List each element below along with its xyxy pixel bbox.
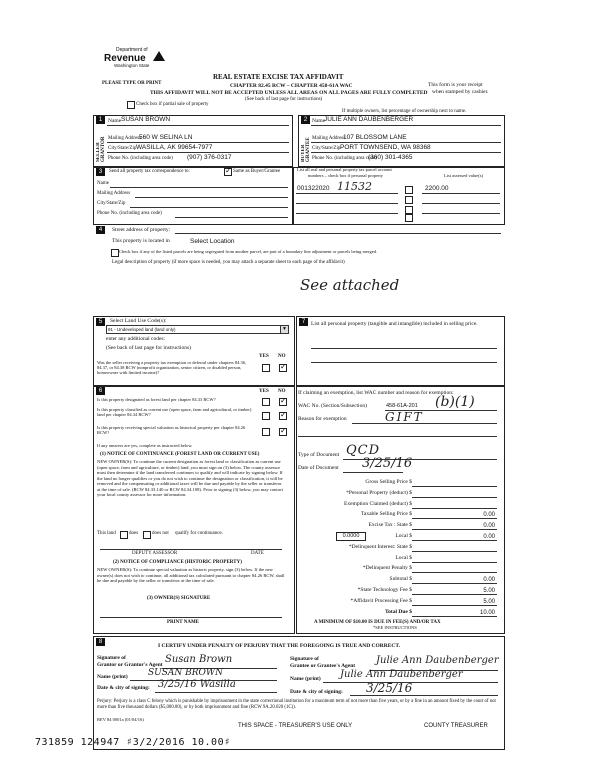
tax-row-label: Local $	[395, 554, 412, 561]
street-label: Street address of property:	[112, 227, 171, 233]
forest-q1-no[interactable]	[279, 398, 287, 406]
tax-row-value: 0.00	[483, 523, 495, 530]
land-does-checkbox[interactable]	[120, 531, 128, 539]
grantor-date-label: Date & city of signing:	[97, 685, 150, 691]
form-chapter: CHAPTER 82.45 RCW – CHAPTER 458-61A WAC	[230, 83, 353, 89]
certify-statement: I CERTIFY UNDER PENALTY OF PERJURY THAT THE FOREGOING IS TRUE AND CORRECT.	[158, 643, 401, 649]
see-attached: See attached	[300, 276, 400, 294]
partial-sale-checkbox[interactable]	[127, 101, 135, 109]
seller-city-label: City/State/Zip	[108, 146, 137, 151]
seller-mailing-label: Mailing Address	[108, 136, 142, 141]
personal-property-label: List all personal property (tangible and intangible) included in selling price.	[311, 321, 478, 327]
forest-q1: Is this property designated as forest land per chapter 84.33 RCW?	[97, 397, 216, 402]
form-title: REAL ESTATE EXCISE TAX AFFIDAVIT	[213, 73, 344, 81]
buyer-city-label: City/State/Zip	[312, 146, 341, 151]
tax-row-value: 5.00	[483, 598, 495, 605]
land-use-no: NO	[278, 354, 286, 359]
tax-row-label: *Delinquent Interest: State $	[348, 543, 412, 550]
deputy-date: DATE	[251, 551, 264, 556]
tax-row-value: 10.00	[479, 609, 495, 616]
doc-date-label: Date of Document	[298, 465, 339, 471]
owner-signature-label: (3) OWNER(S) SIGNATURE	[147, 596, 211, 601]
reason-value: GIFT	[385, 410, 424, 424]
buyer-name: JULIE ANN DAUBENBERGER	[324, 116, 414, 123]
land-use-q1-no[interactable]	[279, 364, 287, 372]
grantor-name: SUSAN BROWN	[148, 668, 224, 678]
tax-row-label: *Affidavit Processing Fee $	[350, 597, 412, 604]
buyer-mailing: 107 BLOSSOM LANE	[343, 134, 407, 141]
forest-q1-yes[interactable]	[262, 398, 270, 406]
section-1-badge: 1	[96, 116, 105, 124]
print-note: PLEASE TYPE OR PRINT	[102, 81, 162, 86]
section-3-badge: 3	[96, 168, 105, 176]
tax-row-label: Taxable Selling Price $	[360, 511, 412, 518]
grantor-sig-label-1: Signature of	[97, 655, 126, 661]
additional-codes-label: enter any additional codes:	[106, 336, 166, 342]
forest-q2: Is this property classified as current use (open space, farm and agricultural, or timber) land per chapter 84.34 RCW?	[97, 407, 252, 417]
seller-side-label: SELLER GRANTOR	[96, 136, 106, 162]
parcel-checkbox-3[interactable]	[405, 206, 413, 214]
section-2-badge: 2	[301, 116, 310, 124]
tax-row-label: *Delinquent Penalty $	[362, 565, 412, 572]
seller-name-label: Name	[108, 118, 122, 124]
section-6-badge: 6	[96, 387, 105, 395]
parcel-checkbox-4[interactable]	[405, 214, 413, 222]
notice2-text: NEW OWNER(S): To continue special valuation as historic property, sign (3) below. If the new owner(s) does not wish to continue, all additional tax calculated pursuant to chapter 84.26 RCW, shall be due and payable by the seller or transferor at the time of sale.	[97, 567, 285, 583]
grantor-signature: Susan Brown	[165, 654, 233, 665]
local-rate: 0.0000	[342, 533, 360, 539]
wac-value: 458-61A-201	[386, 403, 418, 409]
receipt-note-2: when stamped by cashier.	[432, 89, 489, 95]
logo-line1: Department of	[116, 47, 148, 53]
seller-mailing: 560 W SELINA LN	[139, 134, 193, 141]
land-does-text: does	[129, 531, 139, 536]
tax-row-label: Subtotal $	[389, 576, 412, 583]
correspondence-label: Send all property tax correspondence to:	[109, 169, 190, 174]
seller-phone: (907) 376-0317	[187, 154, 232, 161]
parcel-handwritten: 11532	[337, 180, 372, 193]
land-use-q1: Was the seller receiving a property tax exemption or deferral under chapters 84.36, 84.37, or 84.38 RCW (nonprofit organization, senior citizen, or disabled person, homeowner with limited income)?	[97, 360, 247, 375]
legal-label: Legal description of property (if more space is needed, you may attach a separate sheet to each page of the affidavit)	[112, 260, 345, 265]
local-rate-box	[336, 532, 366, 541]
grantee-date: 3/25/16	[366, 681, 413, 695]
corr-city-label: City/State/Zip	[97, 201, 126, 206]
land-use-label: Select Land Use Code(s):	[110, 318, 167, 324]
partial-sale-label: Check box if partial sale of property	[136, 102, 209, 107]
grantee-signature: Julie Ann Daubenberger	[376, 655, 499, 666]
logo-line3: Washington State	[114, 63, 150, 68]
wac-handwritten: (b)(1)	[435, 394, 475, 410]
multiple-owners-note: If multiple owners, list percentage of ownership next to name.	[342, 109, 467, 114]
same-as-buyer-label: Same as Buyer/Grantee	[233, 169, 281, 174]
seller-phone-label: Phone No. (including area code)	[108, 156, 173, 161]
grantor-date: 3/25/16 Wasilla	[158, 679, 236, 690]
tax-row-value: 0.00	[483, 577, 495, 584]
section-5-badge: 5	[96, 318, 105, 326]
located-label: This property is located in	[112, 238, 170, 244]
tax-row-label: Excise Tax : State $	[368, 522, 412, 529]
notice1-title: (1) NOTICE OF CONTINUANCE (FOREST LAND OR CURRENT USE)	[100, 452, 260, 457]
wac-label: WAC No. (Section/Subsection)	[298, 403, 367, 409]
county-treasurer: COUNTY TREASURER	[424, 723, 488, 729]
same-as-buyer-checkbox[interactable]	[224, 168, 232, 176]
buyer-phone: (360) 301-4365	[368, 154, 413, 161]
land-does-label: This land	[97, 531, 116, 536]
notice2-title: (2) NOTICE OF COMPLIANCE (HISTORIC PROPERTY)	[113, 560, 242, 565]
exemption-claim: If claiming an exemption, list WAC number and reason for exemption:	[298, 390, 454, 396]
buyer-side-label: BUYER GRANTEE	[301, 137, 311, 162]
land-use-selected: 91 - Undeveloped land (land only)	[108, 327, 176, 332]
doc-type-label: Type of Document	[298, 452, 340, 458]
treasurer-space: THIS SPACE - TREASURER'S USE ONLY	[238, 723, 353, 729]
deputy-assessor: DEPUTY ASSESSOR	[132, 551, 178, 556]
notice1-text: NEW OWNER(S): To continue the current designation as forest land or classification as current use (open space, farm and agriculture, or timber) land, you must sign on (3) below. The county assessor must then determine if the land transferred continues to qualify and will indicate by signing below. If the land no longer qualifies or you do not wish to continue the designation or classification, it will be removed and the compensating or additional taxes will be due and payable by the seller or transferor at the time of sale. (RCW 84.33.140 or RCW 84.34.108). Prior to signing (3) below, you may contact your local county assessor for more information.	[97, 459, 284, 497]
grantor-sig-label-2: Grantor or Grantor's Agent	[97, 662, 163, 668]
reason-label: Reason for exemption	[298, 416, 347, 422]
tax-row-label: *State Technology Fee $	[357, 587, 412, 593]
corr-mailing-label: Mailing Address	[97, 191, 131, 196]
seller-city: WASILLA, AK 99654-7977	[136, 144, 213, 151]
land-use-q1-yes[interactable]	[262, 364, 270, 372]
minimum-due: A MINIMUM OF $10.00 IS DUE IN FEE(S) AND/OR TAX	[314, 620, 441, 625]
doc-type-value: QCD	[346, 443, 381, 458]
tax-row-label: Exemption Claimed (deduct) $	[344, 500, 412, 507]
qualify-text: qualify for continuance.	[175, 531, 223, 536]
perjury-text: Perjury: Perjury is a class C felony which is punishable by imprisonment in the state correctional institution for a maximum term of not more than five years, or by a fine in an amount fixed by the court of not more than five thousand dollars ($5,000.00), or by both imprisonment and fine (RCW 9A.20.020 (1C)).	[97, 699, 496, 710]
land-does-not-checkbox[interactable]	[143, 531, 151, 539]
parcel-checkbox-1[interactable]	[405, 186, 413, 194]
receipt-note-1: This form is your receipt	[428, 82, 483, 88]
form-warning: THIS AFFIDAVIT WILL NOT BE ACCEPTED UNLESS ALL AREAS ON ALL PAGES ARE FULLY COMPLETED	[150, 90, 428, 96]
corr-phone-label: Phone No. (including area code)	[97, 211, 162, 216]
recording-stamp: 731859 124947 ♯3/2/2016 10.00♯	[35, 737, 231, 748]
buyer-city: PORT TOWNSEND, WA 98368	[340, 144, 431, 151]
tax-row-value: 0.00	[483, 512, 495, 519]
land-does-not-text: does not	[152, 531, 169, 536]
print-name-label: PRINT NAME	[167, 620, 199, 625]
chevron-down-icon[interactable]: ▼	[280, 326, 288, 333]
doc-date-value: 3/25/16	[362, 456, 413, 471]
section-8-badge: 8	[96, 638, 105, 646]
forest-q3-no[interactable]	[279, 428, 287, 436]
forest-if-yes: If any answers are yes, complete as instructed below.	[97, 443, 193, 448]
assessed-value: 2200.00	[425, 185, 449, 192]
parcel-number: 001322020	[297, 185, 330, 192]
section-7-badge: 7	[299, 318, 308, 326]
buyer-mailing-label: Mailing Address	[312, 136, 346, 141]
seller-name: SUSAN BROWN	[121, 116, 171, 123]
tax-row-label: Gross Selling Price $	[365, 479, 412, 485]
see-instructions: *SEE INSTRUCTIONS	[373, 625, 417, 630]
buyer-name-label: Name	[312, 118, 326, 124]
forest-no: NO	[278, 389, 286, 394]
land-use-select[interactable]	[106, 325, 289, 334]
grantor-name-label: Name (print)	[97, 674, 128, 680]
grantee-name: Julie Ann Daubenberger	[340, 669, 463, 680]
grantee-sig-label-2: Grantee or Grantee's Agent	[290, 663, 356, 669]
tax-row-value: 0.00	[483, 534, 495, 540]
tax-row-label: Total Due $	[385, 608, 412, 615]
forest-q3: Is this property receiving special valuation as historical property per chapter 84.26 RCW?	[97, 425, 246, 435]
logo-line2: Revenue	[104, 53, 146, 64]
land-use-see-back: (See back of last page for instructions)	[106, 345, 191, 351]
grantee-date-label: Date & city of signing:	[290, 689, 343, 695]
tax-row-value: 5.00	[483, 588, 495, 594]
buyer-phone-label: Phone No. (including area code)	[312, 156, 377, 161]
rev-number: REV 84 0001a (01/04/16)	[97, 717, 144, 722]
parcels-header-1: List all real and personal property tax parcel account	[297, 167, 392, 172]
section-4-badge: 4	[96, 226, 105, 234]
dept-revenue-logo	[100, 48, 170, 74]
forest-yes: YES	[259, 389, 269, 394]
forest-q2-no[interactable]	[279, 412, 287, 420]
logo-mark-icon	[152, 50, 166, 62]
assessed-header: List assessed value(s)	[444, 173, 483, 178]
corr-name-label: Name	[97, 181, 109, 186]
grantee-name-label: Name (print)	[290, 676, 321, 682]
located-value[interactable]: Select Location	[190, 238, 235, 245]
grantee-sig-label-1: Signature of	[290, 656, 319, 662]
forest-q3-yes[interactable]	[262, 428, 270, 436]
forest-q2-yes[interactable]	[262, 412, 270, 420]
tax-row-label: Local $	[395, 533, 412, 539]
parcel-checkbox-2[interactable]	[405, 196, 413, 204]
tax-row-label: *Personal Property (deduct) $	[346, 489, 412, 496]
parcels-header-2: numbers – check box if personal property	[308, 173, 383, 178]
segregated-label: Check box if any of the listed parcels are being segregated from another parcel, are part of a boundary line adjustment or parcels being merged.	[119, 249, 378, 254]
land-use-yes: YES	[259, 354, 269, 359]
segregated-checkbox[interactable]	[111, 249, 119, 257]
form-instructions: (See back of last page for instructions)	[245, 97, 323, 102]
